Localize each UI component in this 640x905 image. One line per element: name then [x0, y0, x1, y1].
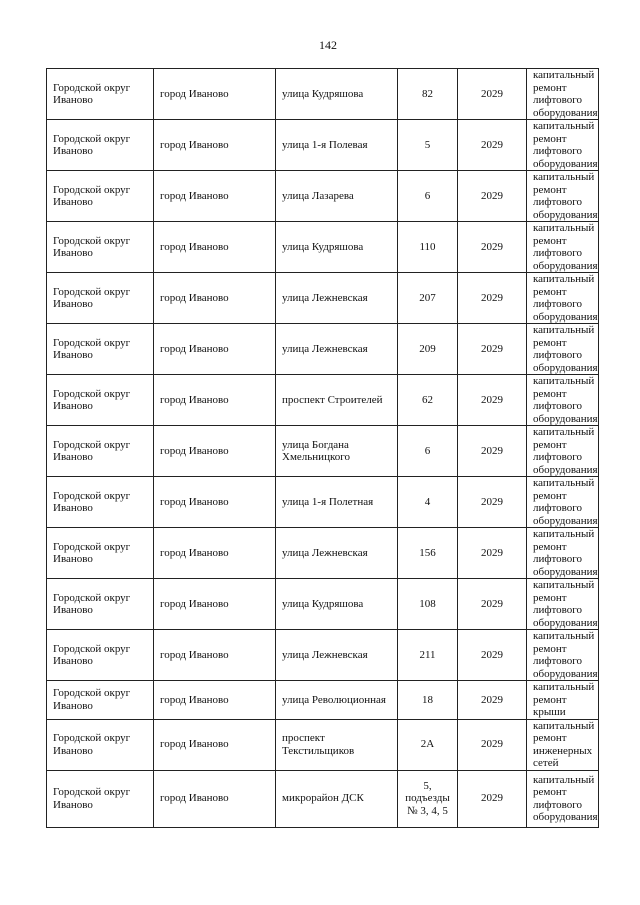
cell-locality: город Иваново	[154, 770, 276, 827]
cell-street: улица Революционная	[276, 681, 398, 720]
cell-work: капитальный ремонт лифтового оборудования	[527, 120, 599, 171]
cell-district: Городской округ Иваново	[47, 719, 154, 770]
cell-locality: город Иваново	[154, 324, 276, 375]
cell-street: улица Кудряшова	[276, 222, 398, 273]
cell-district: Городской округ Иваново	[47, 579, 154, 630]
cell-house: 108	[398, 579, 458, 630]
cell-work: капитальный ремонт лифтового оборудования	[527, 770, 599, 827]
cell-locality: город Иваново	[154, 171, 276, 222]
cell-work: капитальный ремонт лифтового оборудования	[527, 171, 599, 222]
cell-work: капитальный ремонт лифтового оборудования	[527, 477, 599, 528]
cell-district: Городской округ Иваново	[47, 171, 154, 222]
cell-house: 5	[398, 120, 458, 171]
table-row	[47, 579, 599, 630]
cell-work: капитальный ремонт лифтового оборудования	[527, 528, 599, 579]
cell-house: 207	[398, 273, 458, 324]
cell-street: проспект Строителей	[276, 375, 398, 426]
table-row	[47, 375, 599, 426]
cell-district: Городской округ Иваново	[47, 222, 154, 273]
cell-street: улица Лежневская	[276, 528, 398, 579]
cell-district: Городской округ Иваново	[47, 630, 154, 681]
cell-locality: город Иваново	[154, 528, 276, 579]
cell-locality: город Иваново	[154, 273, 276, 324]
cell-house: 82	[398, 69, 458, 120]
cell-work: капитальный ремонт лифтового оборудования	[527, 426, 599, 477]
cell-year: 2029	[458, 719, 527, 770]
cell-year: 2029	[458, 222, 527, 273]
cell-year: 2029	[458, 770, 527, 827]
cell-house: 5, подъезды № 3, 4, 5	[398, 770, 458, 827]
cell-year: 2029	[458, 273, 527, 324]
cell-district: Городской округ Иваново	[47, 324, 154, 375]
cell-house: 110	[398, 222, 458, 273]
cell-district: Городской округ Иваново	[47, 69, 154, 120]
table-row	[47, 630, 599, 681]
cell-district: Городской округ Иваново	[47, 120, 154, 171]
cell-locality: город Иваново	[154, 719, 276, 770]
cell-street: улица Богдана Хмельницкого	[276, 426, 398, 477]
cell-district: Городской округ Иваново	[47, 477, 154, 528]
cell-locality: город Иваново	[154, 375, 276, 426]
works-table	[46, 68, 599, 828]
cell-work: капитальный ремонт лифтового оборудования	[527, 222, 599, 273]
cell-street: улица Лежневская	[276, 630, 398, 681]
cell-street: улица Кудряшова	[276, 69, 398, 120]
cell-street: улица 1-я Полевая	[276, 120, 398, 171]
cell-house: 6	[398, 426, 458, 477]
cell-year: 2029	[458, 69, 527, 120]
cell-street: улица Лежневская	[276, 273, 398, 324]
cell-work: капитальный ремонт лифтового оборудования	[527, 630, 599, 681]
cell-house: 209	[398, 324, 458, 375]
cell-district: Городской округ Иваново	[47, 426, 154, 477]
cell-year: 2029	[458, 426, 527, 477]
cell-year: 2029	[458, 171, 527, 222]
cell-locality: город Иваново	[154, 120, 276, 171]
table-row	[47, 770, 599, 827]
page-number: 142	[319, 38, 337, 52]
cell-street: улица Лежневская	[276, 324, 398, 375]
cell-locality: город Иваново	[154, 630, 276, 681]
cell-street: улица Кудряшова	[276, 579, 398, 630]
cell-year: 2029	[458, 528, 527, 579]
cell-street: микрорайон ДСК	[276, 770, 398, 827]
cell-street: проспект Текстильщиков	[276, 719, 398, 770]
cell-street: улица Лазарева	[276, 171, 398, 222]
cell-district: Городской округ Иваново	[47, 681, 154, 720]
cell-house: 4	[398, 477, 458, 528]
cell-locality: город Иваново	[154, 681, 276, 720]
cell-locality: город Иваново	[154, 69, 276, 120]
cell-work: капитальный ремонт лифтового оборудования	[527, 69, 599, 120]
cell-year: 2029	[458, 477, 527, 528]
cell-district: Городской округ Иваново	[47, 770, 154, 827]
cell-locality: город Иваново	[154, 579, 276, 630]
table-row	[47, 171, 599, 222]
cell-work: капитальный ремонт крыши	[527, 681, 599, 720]
cell-house: 6	[398, 171, 458, 222]
cell-year: 2029	[458, 324, 527, 375]
cell-house: 62	[398, 375, 458, 426]
cell-locality: город Иваново	[154, 426, 276, 477]
table-row	[47, 69, 599, 120]
cell-house: 18	[398, 681, 458, 720]
cell-street: улица 1-я Полетная	[276, 477, 398, 528]
cell-work: капитальный ремонт инженерных сетей	[527, 719, 599, 770]
cell-locality: город Иваново	[154, 477, 276, 528]
cell-house: 211	[398, 630, 458, 681]
cell-locality: город Иваново	[154, 222, 276, 273]
cell-year: 2029	[458, 630, 527, 681]
cell-house: 156	[398, 528, 458, 579]
table-row	[47, 120, 599, 171]
table-row	[47, 273, 599, 324]
cell-work: капитальный ремонт лифтового оборудования	[527, 375, 599, 426]
cell-year: 2029	[458, 681, 527, 720]
cell-year: 2029	[458, 579, 527, 630]
table-row	[47, 222, 599, 273]
table-row	[47, 477, 599, 528]
works-table-body	[47, 69, 599, 828]
cell-work: капитальный ремонт лифтового оборудования	[527, 579, 599, 630]
cell-year: 2029	[458, 120, 527, 171]
table-row	[47, 719, 599, 770]
cell-district: Городской округ Иваново	[47, 375, 154, 426]
table-row	[47, 528, 599, 579]
cell-district: Городской округ Иваново	[47, 273, 154, 324]
table-row	[47, 426, 599, 477]
cell-work: капитальный ремонт лифтового оборудования	[527, 324, 599, 375]
cell-district: Городской округ Иваново	[47, 528, 154, 579]
cell-work: капитальный ремонт лифтового оборудования	[527, 273, 599, 324]
cell-year: 2029	[458, 375, 527, 426]
table-row	[47, 681, 599, 720]
table-row	[47, 324, 599, 375]
cell-house: 2А	[398, 719, 458, 770]
